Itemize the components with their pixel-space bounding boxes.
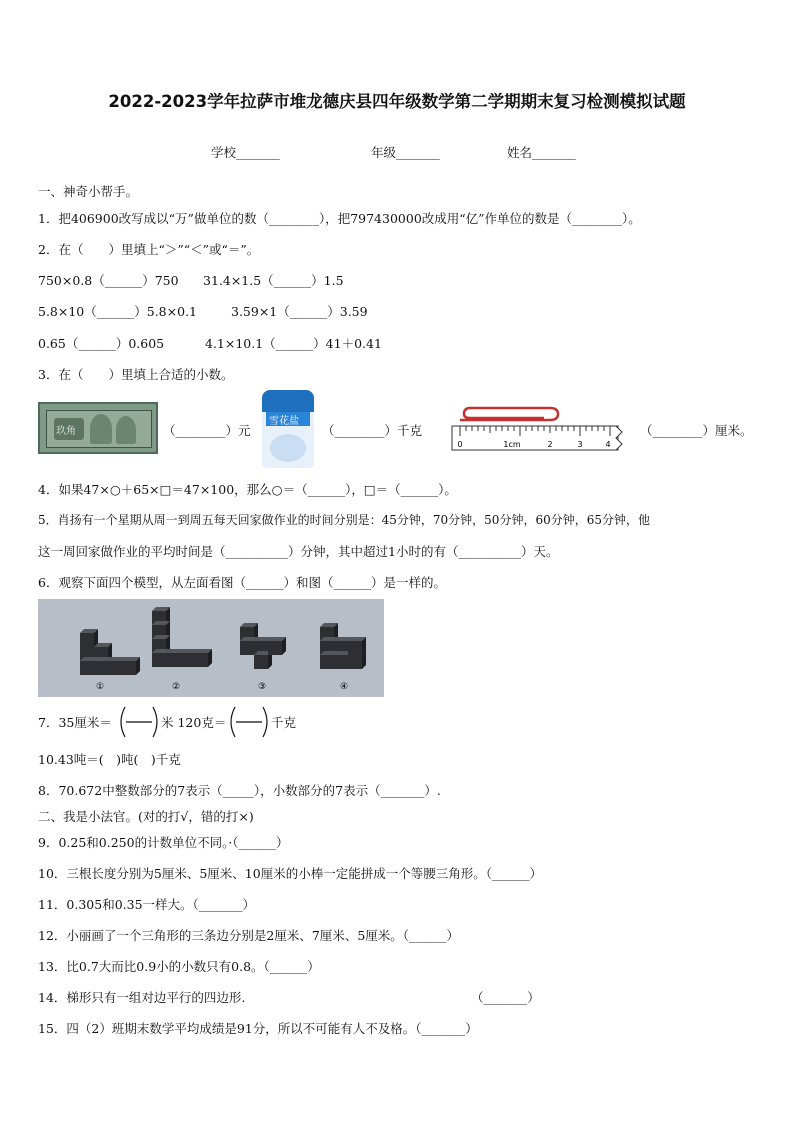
question-8: 8．70.672中整数部分的7表示（_____），小数部分的7表示（_______）. — [38, 783, 441, 798]
page-title: 2022-2023学年拉萨市堆龙德庆县四年级数学第二学期期末复习检测模拟试题 — [108, 92, 686, 111]
question-7-part-b: 米 120克＝ — [161, 715, 227, 730]
fraction-box — [117, 705, 161, 739]
question-7-part-c: 千克 — [271, 715, 297, 730]
model-4 — [320, 623, 366, 669]
banknote-image — [38, 402, 158, 454]
section-1-heading: 一、神奇小帮手。 — [38, 184, 139, 199]
question-4: 4．如果47×○＋65×□＝47×100，那么○＝（______），□＝（______）。 — [38, 482, 457, 497]
question-14-blank: （_______） — [471, 990, 540, 1005]
question-5-line-2: 这一周回家做作业的平均时间是（__________）分钟，其中超过1小时的有（__________）天。 — [38, 544, 559, 559]
model-label: ④ — [339, 682, 349, 692]
model-1 — [80, 629, 140, 675]
question-9: 9．0.25和0.250的计数单位不同。·（______） — [38, 835, 289, 850]
question-10: 10．三根长度分别为5厘米、5厘米、10厘米的小棒一定能拼成一个等腰三角形。（______） — [38, 866, 542, 881]
school-field[interactable]: 学校_______ — [211, 145, 280, 160]
ruler-label: 3 — [577, 440, 583, 449]
salt-bag-image — [262, 390, 314, 468]
grade-field[interactable]: 年级_______ — [371, 145, 440, 160]
question-11: 11．0.305和0.35一样大。（_______） — [38, 897, 256, 912]
question-3: 3．在（ ）里填上合适的小数。 — [38, 367, 234, 382]
paperclip-icon — [460, 408, 558, 420]
question-6: 6．观察下面四个模型，从左面看图（______）和图（______）是一样的。 — [38, 575, 446, 590]
q3-blank-cm: （________）厘米。 — [640, 423, 753, 438]
banknote-value-text: 玖角 — [56, 426, 76, 437]
question-7-part-a: 7．35厘米＝ — [38, 715, 112, 730]
paperclip-ruler-image — [448, 400, 628, 456]
model-label: ② — [171, 682, 181, 692]
q2-item: 0.65（______）0.605 — [38, 336, 165, 351]
q3-blank-yuan: （________）元 — [163, 423, 251, 438]
q2-item: 4.1×10.1（______）41＋0.41 — [205, 336, 382, 351]
question-1: 1．把406900改写成以“万”做单位的数（________），把797430000改成用“亿”作单位的数是（________）。 — [38, 211, 641, 226]
name-field[interactable]: 姓名_______ — [507, 145, 576, 160]
ruler-label: 4 — [605, 440, 611, 449]
ruler-label: 1cm — [503, 440, 521, 449]
q2-item: 3.59×1（______）3.59 — [231, 304, 368, 319]
cube-models-image — [38, 599, 384, 697]
question-13: 13．比0.7大而比0.9小的小数只有0.8。（______） — [38, 959, 320, 974]
question-15: 15．四（2）班期末数学平均成绩是91分，所以不可能有人不及格。（_______） — [38, 1021, 478, 1036]
section-2-heading: 二、我是小法官。(对的打√，错的打×) — [38, 809, 254, 824]
model-2 — [152, 607, 212, 667]
q2-item: 750×0.8（______）750 — [38, 273, 179, 288]
model-label: ① — [95, 682, 105, 692]
fraction-box — [227, 705, 271, 739]
question-5-line-1: 5．肖扬有一个星期从周一到周五每天回家做作业的时间分别是：45分钟，70分钟，50分钟，60分钟，65分钟，他 — [38, 513, 650, 527]
salt-bag-label: 雪花盐 — [269, 416, 299, 427]
ruler-body — [452, 426, 618, 450]
q2-item: 31.4×1.5（______）1.5 — [203, 273, 344, 288]
model-3 — [240, 623, 286, 669]
ruler-label: 2 — [547, 440, 553, 449]
question-12: 12．小丽画了一个三角形的三条边分别是2厘米、7厘米、5厘米。（______） — [38, 928, 460, 943]
q2-item: 5.8×10（______）5.8×0.1 — [38, 304, 197, 319]
model-label: ③ — [257, 682, 267, 692]
question-7-line-2: 10.43吨＝( )吨( )千克 — [38, 752, 181, 767]
ruler-label: 0 — [457, 440, 463, 449]
question-14: 14．梯形只有一组对边平行的四边形. — [38, 990, 246, 1005]
question-2: 2．在（ ）里填上“＞”“＜”或“＝”。 — [38, 242, 260, 257]
q3-blank-kg: （________）千克 — [322, 423, 423, 438]
